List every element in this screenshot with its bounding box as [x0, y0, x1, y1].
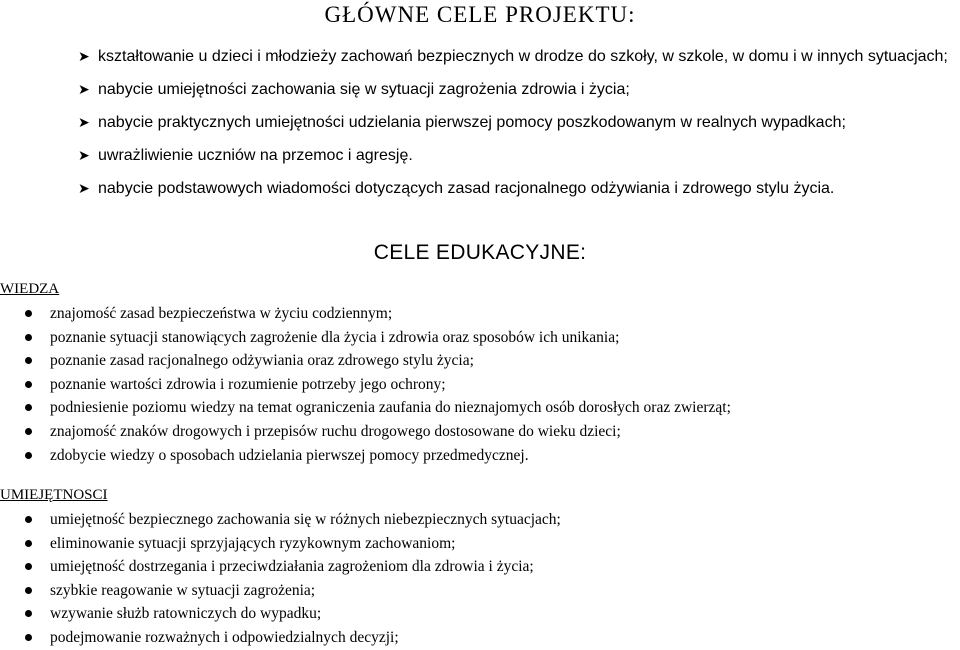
arrow-bullet-icon: ➤ [78, 48, 90, 64]
knowledge-list [0, 302, 731, 467]
bullet-dot-icon [25, 334, 32, 341]
bullet-dot-icon [25, 357, 32, 364]
knowledge-item-text: znajomość znaków drogowych i przepisów ruchu drogowego dostosowane do wieku dzieci; [50, 422, 621, 440]
knowledge-item-text: podniesienie poziomu wiedzy na temat ograniczenia zaufania do nieznajomych osób dorosłych oraz zwierząt; [50, 399, 731, 417]
main-goals-list [0, 40, 960, 205]
main-goals-title: GŁÓWNE CELE PROJEKTU: [324, 2, 636, 27]
skills-item-text: eliminowanie sytuacji sprzyjających ryzykownym zachowaniom; [50, 534, 456, 552]
bullet-dot-icon [25, 610, 32, 617]
skills-item-text: umiejętność dostrzegania i przeciwdziałania zagrożeniom dla zdrowia i życia; [50, 558, 534, 576]
bullet-dot-icon [25, 587, 32, 594]
list-item [0, 302, 731, 326]
list-item [0, 420, 731, 444]
educational-goals-title-text: CELE EDUKACYJNE: [373, 241, 587, 264]
bullet-dot-icon [25, 428, 32, 435]
list-item [0, 626, 561, 650]
knowledge-item-text: znajomość zasad bezpieczeństwa w życiu codziennym; [50, 305, 393, 322]
bullet-dot-icon [25, 381, 32, 388]
skills-item-text: szybkie reagowanie w sytuacji zagrożenia; [50, 581, 316, 599]
bullet-dot-icon [25, 563, 32, 570]
skills-item-text: podejmowanie rozważnych i odpowiedzialnych decyzji; [50, 628, 399, 646]
list-item [0, 532, 561, 556]
arrow-bullet-icon: ➤ [78, 114, 90, 130]
goal-text: uwrażliwienie uczniów na przemoc i agresję. [98, 147, 413, 164]
list-item [0, 579, 561, 603]
bullet-dot-icon [25, 540, 32, 547]
knowledge-item-text: poznanie sytuacji stanowiących zagrożenie dla życia i zdrowia oraz sposobów ich unikania; [50, 328, 620, 346]
bullet-dot-icon [25, 404, 32, 411]
skills-heading: UMIEJĘTNOSCI [0, 487, 108, 503]
goal-text: nabycie podstawowych wiadomości dotyczących zasad racjonalnego odżywiania i zdrowego stylu życia. [98, 180, 835, 197]
goal-text: nabycie praktycznych umiejętności udzielania pierwszej pomocy poszkodowanym w realnych wypadkach; [98, 114, 846, 131]
skills-list [0, 508, 561, 650]
list-item [0, 602, 561, 626]
list-item [0, 73, 960, 106]
arrow-bullet-icon: ➤ [78, 81, 90, 97]
list-item [0, 396, 731, 420]
knowledge-item-text: poznanie wartości zdrowia i rozumienie potrzeby jego ochrony; [50, 375, 446, 393]
list-item [0, 349, 731, 373]
list-item [0, 373, 731, 397]
list-item [0, 508, 561, 532]
bullet-dot-icon [25, 516, 32, 523]
list-item [0, 106, 960, 139]
arrow-bullet-icon: ➤ [78, 147, 90, 163]
knowledge-heading: WIEDZA [0, 281, 60, 297]
list-item [0, 555, 561, 579]
goal-text: kształtowanie u dzieci i młodzieży zachowań bezpiecznych w drodze do szkoły, w szkole, w domu i w innych sytuacjach; [98, 48, 948, 65]
skills-item-text: umiejętność bezpiecznego zachowania się w różnych niebezpiecznych sytuacjach; [50, 511, 561, 528]
knowledge-item-text: poznanie zasad racjonalnego odżywiania oraz zdrowego stylu życia; [50, 352, 474, 370]
bullet-dot-icon [25, 310, 32, 317]
educational-goals-title [0, 241, 960, 265]
bullet-dot-icon [25, 634, 32, 641]
goal-text: nabycie umiejętności zachowania się w sytuacji zagrożenia zdrowia i życia; [98, 81, 630, 98]
list-item [0, 444, 731, 468]
list-item [0, 172, 960, 205]
list-item [0, 326, 731, 350]
list-item [0, 139, 960, 172]
skills-item-text: wzywanie służb ratowniczych do wypadku; [50, 605, 322, 623]
knowledge-item-text: zdobycie wiedzy o sposobach udzielania pierwszej pomocy przedmedycznej. [50, 446, 529, 464]
arrow-bullet-icon: ➤ [78, 180, 90, 196]
list-item [0, 40, 960, 73]
bullet-dot-icon [25, 452, 32, 459]
